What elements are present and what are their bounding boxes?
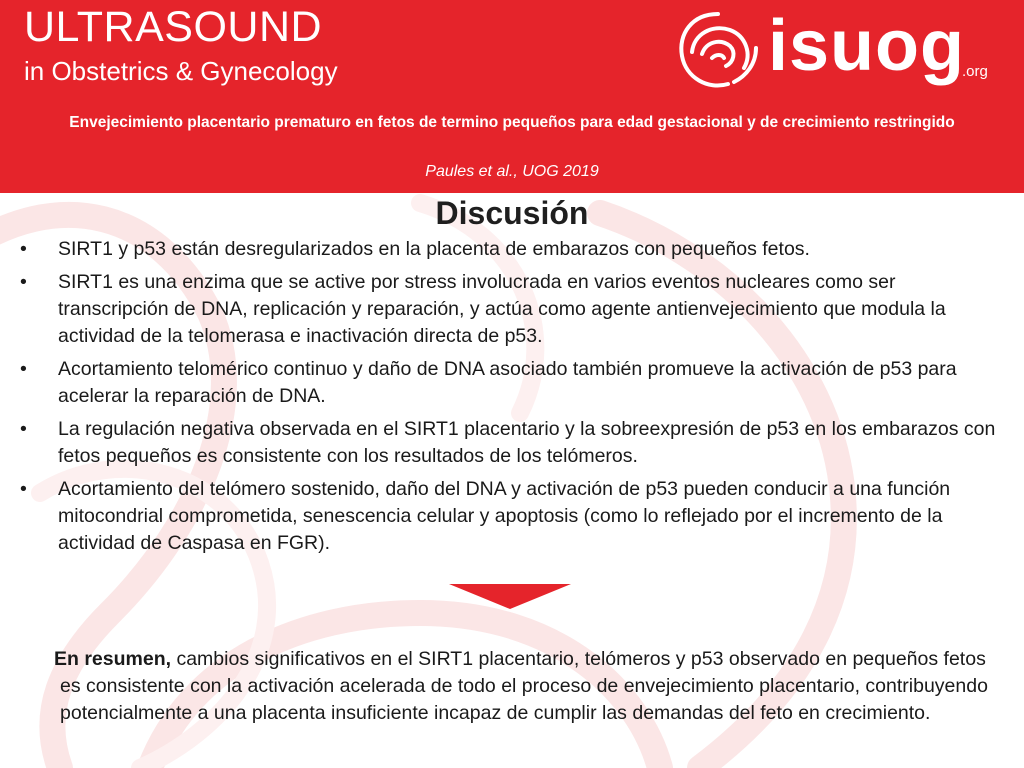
discussion-bullet-list [0,236,1024,563]
bullet-text: SIRT1 y p53 están desregularizados en la placenta de embarazos con pequeños fetos. [58,238,810,260]
summary-lead: En resumen, [54,648,172,670]
bullet-marker: • [20,271,27,293]
list-item [0,416,1024,470]
bullet-marker: • [20,238,27,260]
isuog-wordmark: isuog [768,6,965,86]
bullet-marker: • [20,478,27,500]
header-banner [0,0,1024,193]
bullet-text: La regulación negativa observada en el SIRT1 placentario y la sobreexpresión de p53 en los embarazos con fetos pequeños es consistente con los resultados de los telómeros. [58,418,996,467]
journal-title: ULTRASOUND [24,3,323,51]
down-arrow-icon [449,584,571,610]
isuog-org-suffix: .org [962,63,988,80]
bullet-marker: • [20,418,27,440]
summary-paragraph [54,646,990,727]
paper-title: Envejecimiento placentario prematuro en fetos de termino pequeños para edad gestacional y de crecimiento restringido [69,114,955,131]
list-item [0,269,1024,350]
bullet-text: SIRT1 es una enzima que se active por stress involucrada en varios eventos nucleares como ser transcripción de DNA, replicación y reparación, y actúa como agente antienvejecimiento que modula la actividad de la telomerasa e inactivación directa de p53. [58,271,946,347]
bullet-marker: • [20,358,27,380]
section-title: Discusión [435,195,589,231]
list-item [0,476,1024,557]
paper-citation: Paules et al., UOG 2019 [425,163,599,180]
list-item [0,236,1024,263]
bullet-text: Acortamiento telomérico continuo y daño de DNA asociado también promueve la activación de p53 para acelerar la reparación de DNA. [58,358,957,407]
list-item [0,356,1024,410]
journal-subtitle: in Obstetrics & Gynecology [24,56,338,86]
isuog-emblem-icon [672,8,764,94]
bullet-text: Acortamiento del telómero sostenido, daño del DNA y activación de p53 pueden conducir a una función mitocondrial comprometida, senescencia celular y apoptosis (como lo reflejado por el incremento de la actividad de Caspasa en FGR). [58,478,951,554]
isuog-logo [672,8,1002,98]
summary-text: cambios significativos en el SIRT1 placentario, telómeros y p53 observado en pequeños fetos es consistente con la activación acelerada de todo el proceso de envejecimiento placentario, contribuyendo potencialmente a una placenta insuficiente incapaz de cumplir las demandas del feto en crecimiento. [60,648,988,724]
